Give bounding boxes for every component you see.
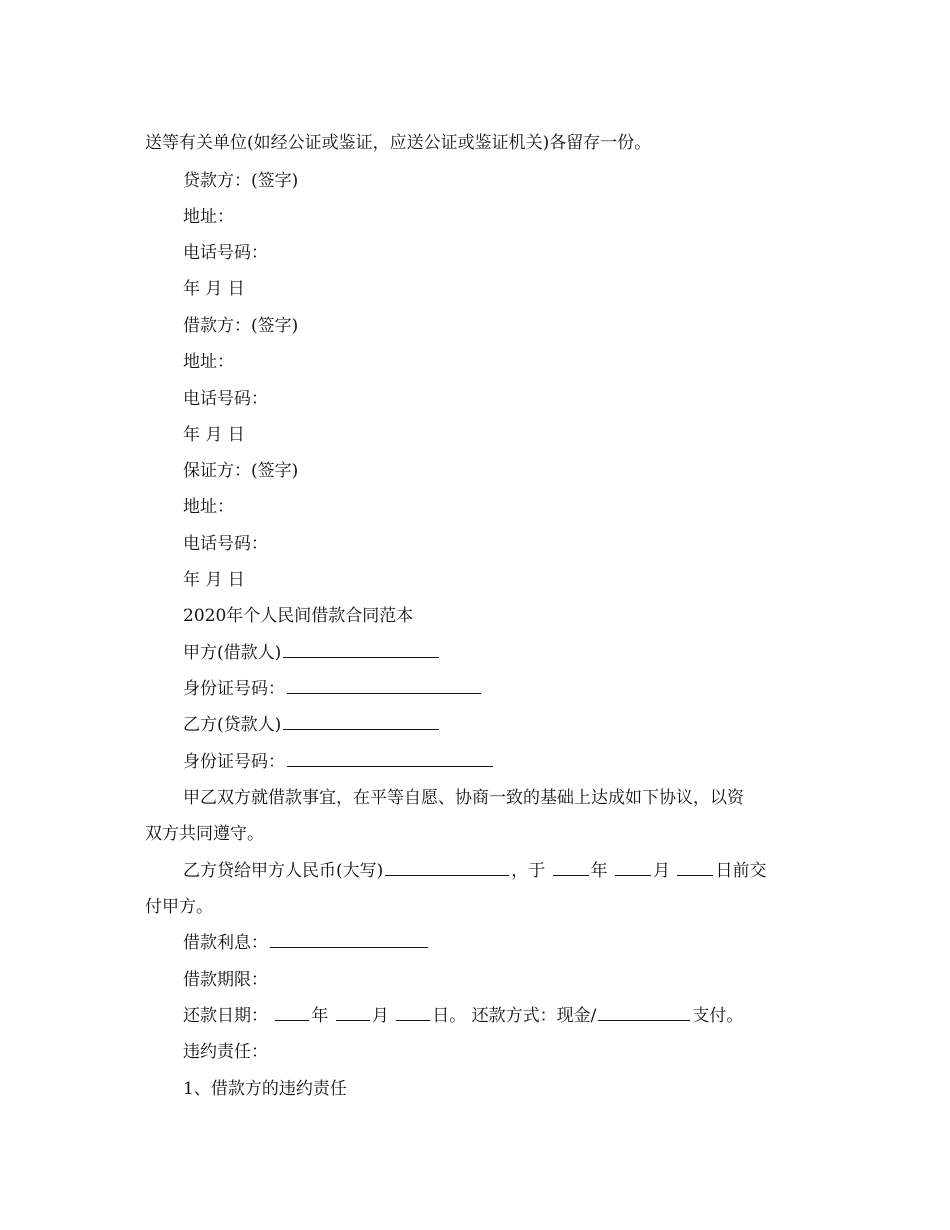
party-a-label: 甲方(借款人) [183,643,282,663]
repay-year-blank [275,1004,309,1021]
guarantor-date-label: 年 月 日 [183,570,245,590]
repay-day-blank [396,1004,430,1021]
party-b-label: 乙方(贷款人) [183,715,282,735]
month-label: 月 [653,861,671,881]
loan-amount-blank [385,859,509,876]
loan-amount-text: ，于 [511,861,546,881]
guarantor-phone-label: 电话号码： [183,534,268,554]
year-blank [553,859,589,876]
party-b-id-blank [287,750,493,767]
paragraph-line: 双方共同遵守。 [145,824,264,844]
month-blank [615,859,651,876]
repay-month-blank [336,1004,370,1021]
guarantor-signature-label: 保证方：(签字) [183,461,299,481]
loan-amount-row [183,859,766,883]
paragraph-line: 付甲方。 [145,897,213,917]
party-a-id-blank [287,677,481,694]
party-a-row [183,641,441,665]
interest-blank [270,931,428,948]
party-a-id-label: 身份证号码： [183,679,285,699]
repay-month-label: 月 [371,1006,389,1026]
interest-row [183,931,430,955]
paragraph-line: 送等有关单位(如经公证或鉴证，应送公证或鉴证机关)各留存一份。 [145,133,652,153]
repayment-row [183,1004,743,1028]
party-b-blank [283,713,439,730]
borrower-address-label: 地址： [183,352,234,372]
repayment-date-label: 还款日期： [183,1006,268,1026]
paragraph-line: 甲乙双方就借款事宜，在平等自愿、协商一致的基础上达成如下协议，以资 [183,788,744,808]
section-title: 2020年个人民间借款合同范本 [183,606,414,626]
party-a-blank [283,641,439,658]
party-a-id-row [183,677,483,701]
repay-year-label: 年 [311,1006,329,1026]
liability-item-1: 1、借款方的违约责任 [183,1079,347,1099]
lender-phone-label: 电话号码： [183,243,268,263]
day-blank [677,859,713,876]
party-b-id-label: 身份证号码： [183,752,285,772]
liability-label: 违约责任： [183,1042,268,1062]
party-b-row [183,713,441,737]
interest-label: 借款利息： [183,933,268,953]
lender-signature-label: 贷款方：(签字) [183,171,299,191]
party-b-id-row [183,750,495,774]
payment-suffix: 支付。 [692,1006,744,1026]
repayment-method-label: 日。 还款方式：现金/ [432,1006,597,1026]
year-label: 年 [590,861,608,881]
loan-term-label: 借款期限： [183,970,268,990]
payment-method-blank [598,1004,690,1021]
loan-amount-label: 乙方贷给甲方人民币(大写) [183,861,384,881]
borrower-date-label: 年 月 日 [183,425,245,445]
guarantor-address-label: 地址： [183,497,234,517]
lender-date-label: 年 月 日 [183,279,245,299]
borrower-signature-label: 借款方：(签字) [183,316,299,336]
borrower-phone-label: 电话号码： [183,389,268,409]
lender-address-label: 地址： [183,207,234,227]
day-label: 日前交 [715,861,767,881]
